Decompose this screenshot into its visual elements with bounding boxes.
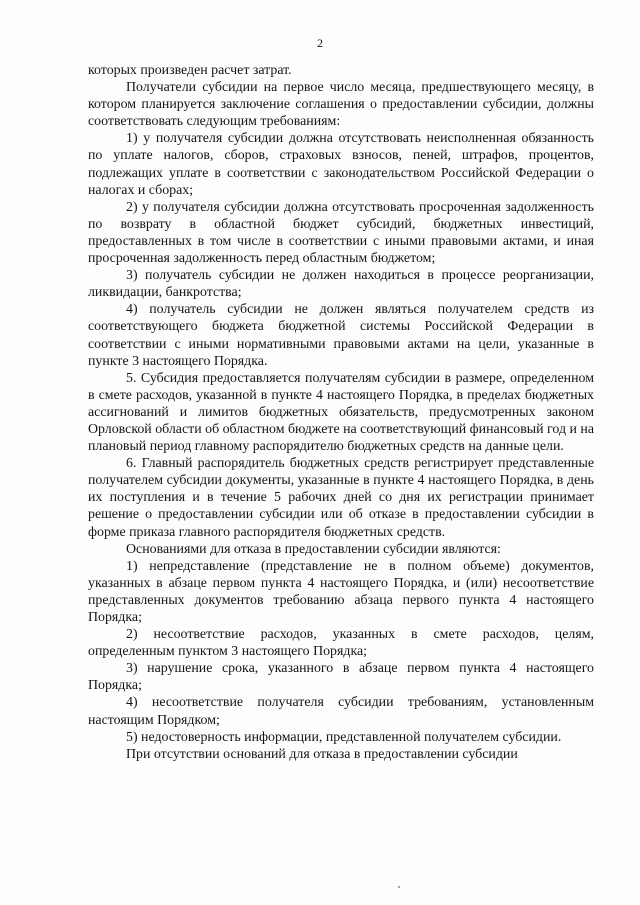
refusal-ground-5: 5) недостоверность информации, представленной получателем субсидии. xyxy=(126,729,562,745)
clause-5: 5. Субсидия предоставляется получателям субсидии в размере, определенном в смете расходов, указанной в пункте 4 настоящего Порядка, в пределах бюджетных ассигнований и лимитов бюджетных обязательств, предусмотренных законом Орловской области об областном бюджете на соответствующий финансовый год и на плановый период главному распорядителю бюджетных средств на данные цели. xyxy=(88,370,594,455)
clause-6: 6. Главный распорядитель бюджетных средств регистрирует представленные получателем субсидии документы, указанные в пункте 4 настоящего Порядка, в день их поступления и в течение 5 рабочих дней со дня их регистрации принимает решение о предоставлении субсидии или об отказе в предоставлении субсидии в форме приказа главного распорядителя бюджетных средств. xyxy=(88,456,594,540)
requirement-item-1: 1) у получателя субсидии должна отсутствовать неисполненная обязанность по уплате налогов, сборов, страховых взносов, пеней, штрафов, процентов, подлежащих уплате в соответствии с законодательством Российской Федерации о налогах и сборах; xyxy=(88,131,594,198)
document-body xyxy=(88,62,594,763)
refusal-ground-3: 3) нарушение срока, указанного в абзаце первом пункта 4 настоящего Порядка; xyxy=(88,661,594,694)
requirement-item-4: 4) получатель субсидии не должен являться получателем средств из соответствующего бюджета бюджетной системы Российской Федерации в соответствии с иными нормативными правовыми актами на цели, указанные в пункте 3 настоящего Порядка. xyxy=(88,302,594,369)
requirement-item-2: 2) у получателя субсидии должна отсутствовать просроченная задолженность по возврату в областной бюджет субсидий, бюджетных инвестиций, предоставленных в том числе в соответствии с иными правовыми актами, и иная просроченная задолженность перед областным бюджетом; xyxy=(88,199,594,267)
scan-speck xyxy=(398,886,400,888)
page-number: 2 xyxy=(317,36,323,50)
paragraph-recipient-requirements: Получатели субсидии на первое число месяца, предшествующего месяцу, в котором планируется заключение соглашения о предоставлении субсидии, должны соответствовать следующим требованиям: xyxy=(88,80,594,130)
paragraph-no-refusal: При отсутствии оснований для отказа в предоставлении субсидии xyxy=(126,746,518,762)
requirement-item-3: 3) получатель субсидии не должен находиться в процессе реорганизации, ликвидации, банкротства; xyxy=(88,268,594,301)
refusal-ground-1: 1) непредставление (представление не в полном объеме) документов, указанных в абзаце первом пункта 4 настоящего Порядка, и (или) несоответствие представленных документов требованию абзаца первого пункта 4 настоящего Порядка; xyxy=(88,558,594,625)
refusal-grounds-heading: Основаниями для отказа в предоставлении субсидии являются: xyxy=(126,541,501,557)
refusal-ground-2: 2) несоответствие расходов, указанных в смете расходов, целям, определенным пунктом 3 настоящего Порядка; xyxy=(88,627,594,660)
paragraph-continuation: которых произведен расчет затрат. xyxy=(88,63,292,78)
refusal-ground-4: 4) несоответствие получателя субсидии требованиям, установленным настоящим Порядком; xyxy=(88,695,594,728)
